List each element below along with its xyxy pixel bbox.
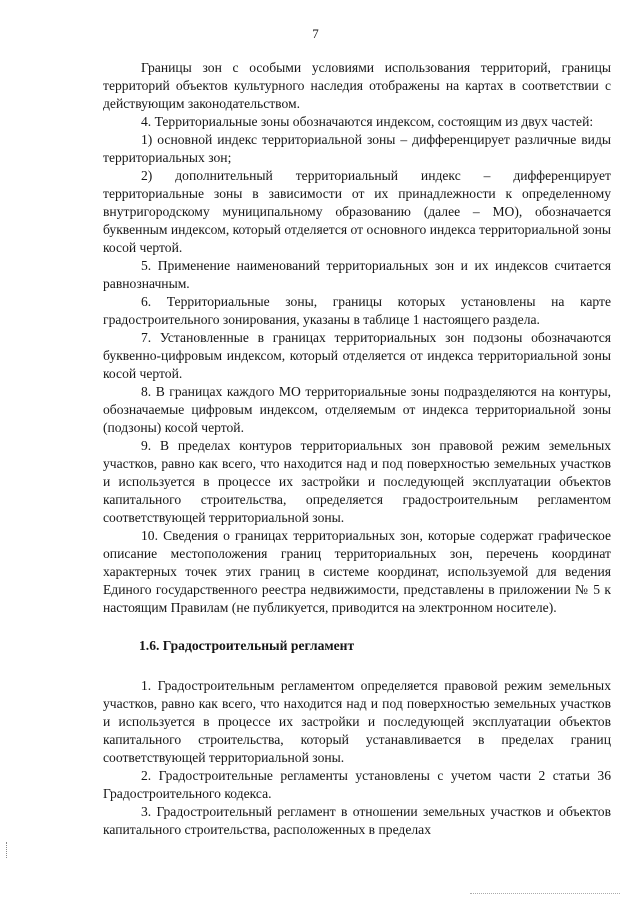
- list-item: 1) основной индекс территориальной зоны – дифференцирует различные виды территориальных зон;: [103, 132, 611, 165]
- paragraph: 7. Установленные в границах территориальных зон подзоны обозначаются буквенно-цифровым индексом, который отделяется от индекса территориальной зоны косой чертой.: [103, 330, 611, 381]
- paragraph: 10. Сведения о границах территориальных зон, которые содержат графическое описание местоположения границ территориальных зон, перечень координат характерных точек этих границ в системе координат, используемой для ведения Единого государственного реестра недвижимости, представлены в приложении № 5 к настоящим Правилам (не публикуется, приводится на электронном носителе).: [103, 528, 611, 615]
- page-number: 7: [312, 26, 319, 41]
- paragraph: 2. Градостроительные регламенты установлены с учетом части 2 статьи 36 Градостроительного кодекса.: [103, 768, 611, 801]
- paragraph: 1. Градостроительным регламентом определяется правовой режим земельных участков, равно как всего, что находится над и под поверхностью земельных участков и используется в процессе их застройки и последующей эксплуатации объектов капитального строительства, который устанавливается в пределах границ соответствующей территориальной зоны.: [103, 678, 611, 765]
- paragraph: 8. В границах каждого МО территориальные зоны подразделяются на контуры, обозначаемые цифровым индексом, отделяемым от индекса территориальной зоны (подзоны) косой чертой.: [103, 384, 611, 435]
- paragraph: 6. Территориальные зоны, границы которых установлены на карте градостроительного зонирования, указаны в таблице 1 настоящего раздела.: [103, 294, 611, 327]
- paragraph: 4. Территориальные зоны обозначаются индексом, состоящим из двух частей:: [141, 114, 594, 129]
- section-heading: 1.6. Градостроительный регламент: [139, 638, 355, 653]
- paragraph: 9. В пределах контуров территориальных зон правовой режим земельных участков, равно как всего, что находится над и под поверхностью земельных участков и используется в процессе их застройки и последующей эксплуатации объектов капитального строительства, определяется градостроительным регламентом соответствующей территориальной зоны.: [103, 438, 611, 525]
- list-item: 2) дополнительный территориальный индекс – дифференцирует территориальные зоны в зависимости от их принадлежности к определенному внутригородскому муниципальному образованию (далее – МО), обозначается буквенным индексом, который отделяется от основного индекса территориальной зоны косой чертой.: [103, 168, 611, 255]
- paragraph: Границы зон с особыми условиями использования территорий, границы территорий объектов культурного наследия отображены на картах в соответствии с действующим законодательством.: [103, 60, 611, 111]
- document-body: [103, 59, 611, 839]
- bottom-rule: [470, 893, 620, 894]
- scan-artifact: [6, 842, 8, 858]
- paragraph: 5. Применение наименований территориальных зон и их индексов считается равнозначным.: [103, 258, 611, 291]
- paragraph: 3. Градостроительный регламент в отношении земельных участков и объектов капитального строительства, расположенных в пределах: [103, 804, 611, 837]
